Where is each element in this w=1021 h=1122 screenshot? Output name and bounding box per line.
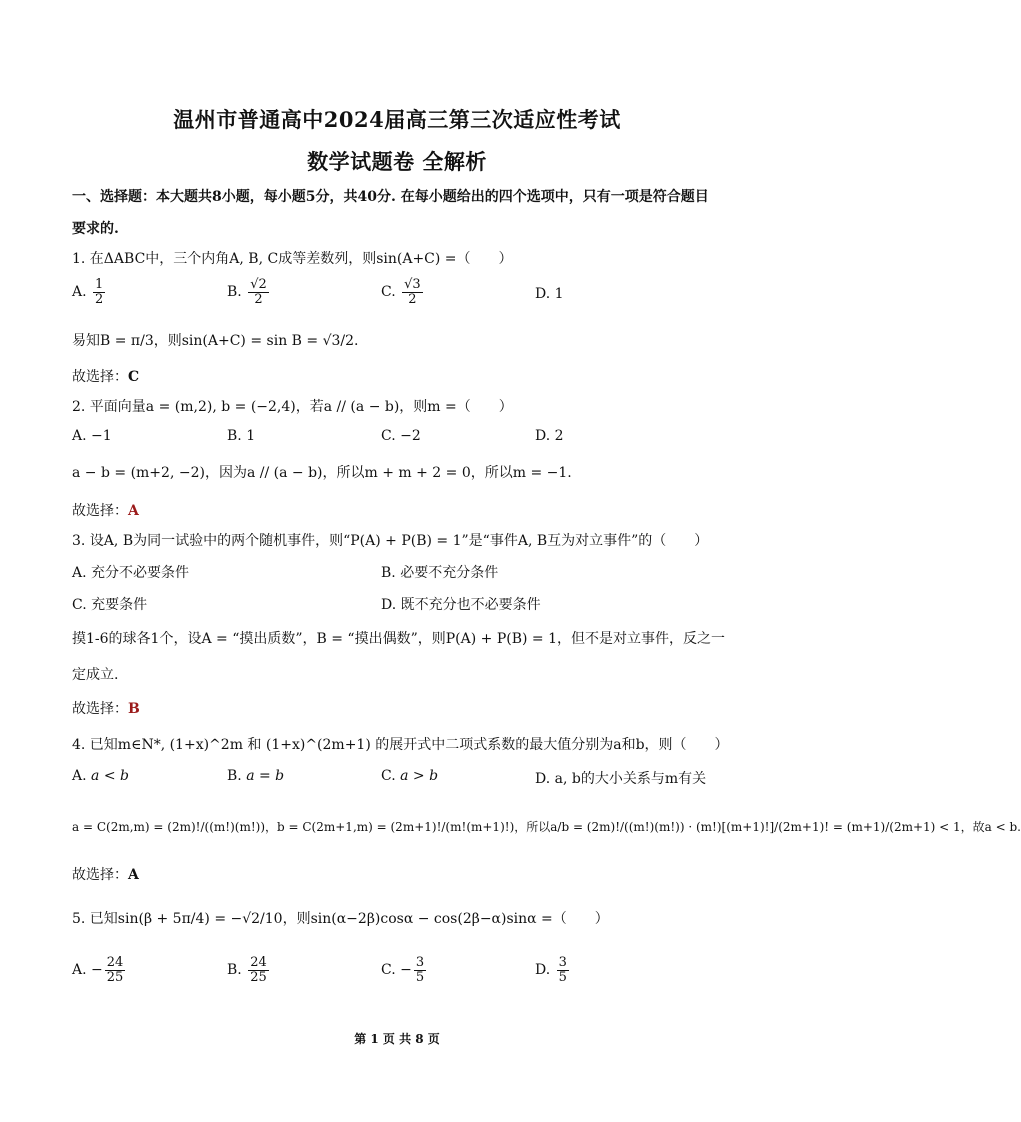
q3-option-c: C. 充要条件 xyxy=(72,597,148,613)
section-heading-cont: 要求的. xyxy=(72,221,119,237)
q2-option-d: D. 2 xyxy=(535,428,564,444)
question-5-stem: 5. 已知sin(β + 5π/4) = −√2/10，则sin(α−2β)cosα − cos(2β−α)sinα =（ ） xyxy=(72,911,609,927)
q2-option-a: A. −1 xyxy=(72,428,112,444)
fraction: $\frac{3}{5}$ xyxy=(415,955,425,985)
q5-option-b: B. $\frac{24}{25}$ xyxy=(227,955,267,985)
fraction: $\frac{3}{5}$ xyxy=(558,955,567,985)
section-heading: 一、选择题：本大题共8小题，每小题5分，共40分. 在每小题给出的四个选项中，只有一项是符合题目 xyxy=(72,189,709,205)
q3-option-b: B. 必要不充分条件 xyxy=(381,565,499,581)
question-3-stem: 3. 设A, B为同一试验中的两个随机事件，则“P(A) + P(B) = 1”是“事件A, B互为对立事件”的（ ） xyxy=(72,533,709,549)
q5-option-a: A. − $\frac{24}{25}$ xyxy=(72,955,124,985)
question-2-stem: 2. 平面向量a = (m,2), b = (−2,4)，若a // (a − b)，则m =（ ） xyxy=(72,399,513,415)
question-1-solution: 易知B = π/3，则sin(A+C) = sin B = √3/2. xyxy=(72,333,359,349)
q2-option-b: B. 1 xyxy=(227,428,256,444)
fraction: $\frac{24}{25}$ xyxy=(250,955,267,985)
q1-option-b: B. $\frac{√2}{2}$ xyxy=(227,277,267,307)
fraction: $\frac{√2}{2}$ xyxy=(250,277,267,307)
q3-option-d: D. 既不充分也不必要条件 xyxy=(381,597,541,613)
question-4-answer: 故选择：A xyxy=(72,867,139,883)
fraction: $\frac{1}{2}$ xyxy=(95,277,104,307)
document-subtitle: 数学试题卷 全解析 xyxy=(307,149,487,174)
q4-option-c: C. a > b xyxy=(381,768,439,784)
question-4-stem: 4. 已知m∈N*, (1+x)^2m 和 (1+x)^(2m+1) 的展开式中二项式系数的最大值分别为a和b，则（ ） xyxy=(72,737,729,753)
question-4-solution: a = C(2m,m) = (2m)!/((m!)(m!))，b = C(2m+1,m) = (2m+1)!/(m!(m+1)!)，所以a/b = (2m)!/((m!)(m!)) · (m!)[(m+1)!]/(2m+1)! = (m+1)/(2m+1) < 1，故a < b. xyxy=(72,820,1021,834)
fraction: $\frac{24}{25}$ xyxy=(106,955,124,985)
document-title: 温州市普通高中2024届高三第三次适应性考试 xyxy=(173,107,621,132)
question-1-stem: 1. 在ΔABC中，三个内角A, B, C成等差数列，则sin(A+C) =（ ） xyxy=(72,251,513,267)
q2-option-c: C. −2 xyxy=(381,428,421,444)
q1-option-d: D. 1 xyxy=(535,286,564,302)
q1-option-c: C. $\frac{√3}{2}$ xyxy=(381,277,421,307)
q1-option-a: A. $\frac{1}{2}$ xyxy=(72,277,104,307)
page-indicator: 第 1 页 共 8 页 xyxy=(354,1032,440,1046)
question-3-answer: 故选择：B xyxy=(72,701,140,717)
fraction: $\frac{√3}{2}$ xyxy=(404,277,421,307)
q5-option-d: D. $\frac{3}{5}$ xyxy=(535,955,567,985)
question-1-answer: 故选择：C xyxy=(72,369,140,385)
q3-option-a: A. 充分不必要条件 xyxy=(72,565,190,581)
q4-option-d: D. a, b的大小关系与m有关 xyxy=(535,771,707,787)
question-3-solution-cont: 定成立. xyxy=(72,667,119,683)
question-3-solution: 摸1-6的球各1个，设A = “摸出质数”，B = “摸出偶数”，则P(A) + P(B) = 1，但不是对立事件，反之一 xyxy=(72,631,725,647)
q4-option-b: B. a = b xyxy=(227,768,285,784)
question-2-answer: 故选择：A xyxy=(72,503,139,519)
q4-option-a: A. a < b xyxy=(72,768,129,784)
question-2-solution: a − b = (m+2, −2)，因为a // (a − b)，所以m + m + 2 = 0，所以m = −1. xyxy=(72,465,572,481)
q5-option-c: C. − $\frac{3}{5}$ xyxy=(381,955,425,985)
